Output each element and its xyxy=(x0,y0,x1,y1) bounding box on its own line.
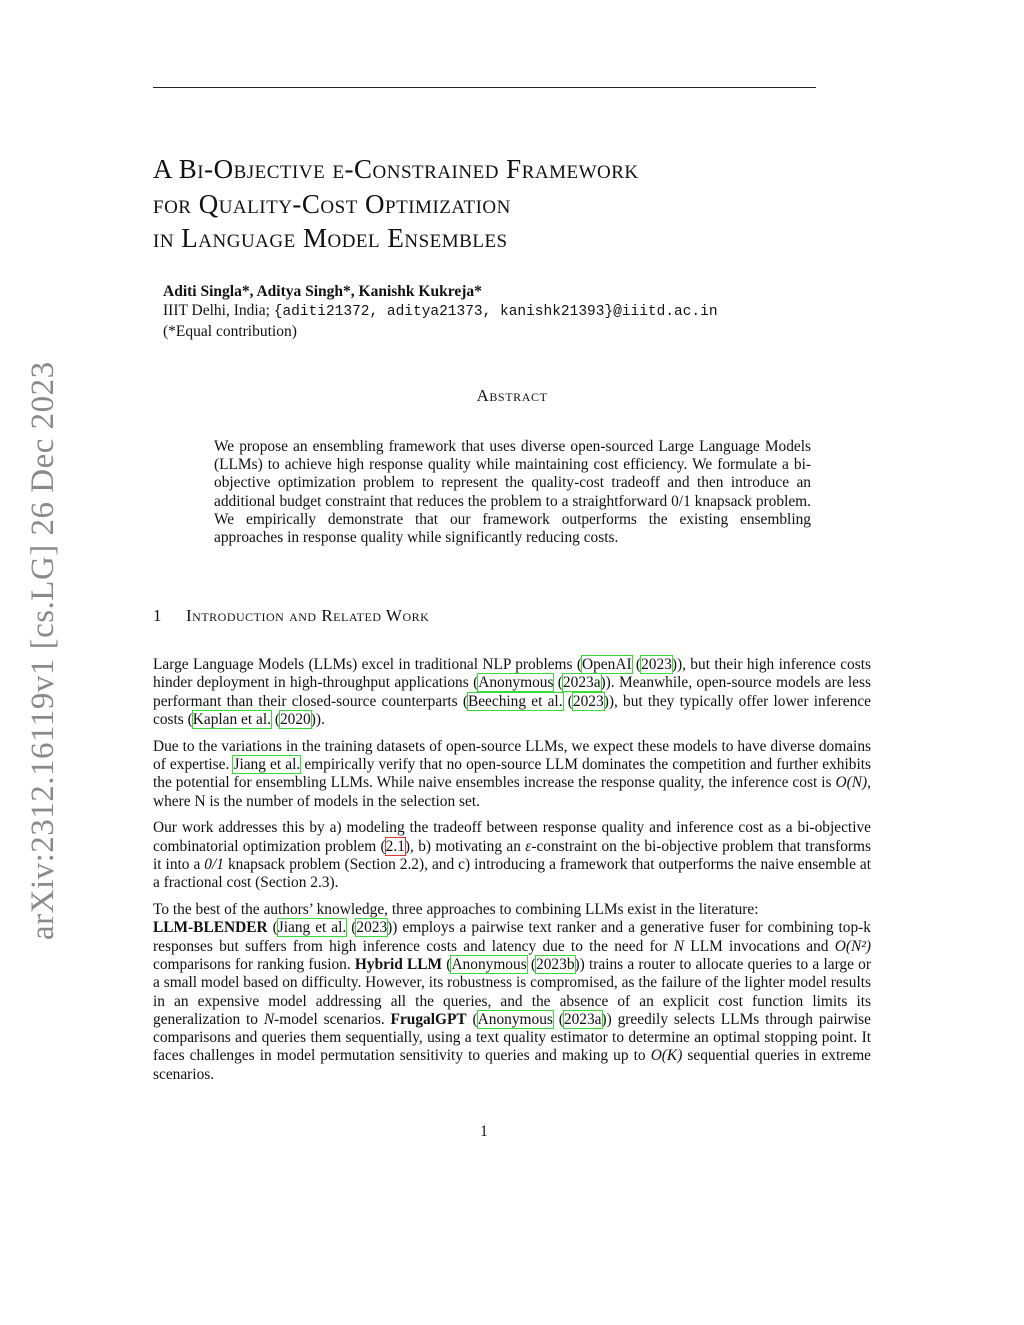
citation-year-link[interactable]: 2023a xyxy=(563,1010,602,1028)
author-emails: {aditi21372, aditya21373, kanishk21393}@iiitd.ac.in xyxy=(273,304,718,320)
citation-link[interactable]: Anonymous xyxy=(478,674,554,692)
method-name: FrugalGPT xyxy=(390,1010,467,1028)
paragraph-3: Our work addresses this by a) modeling the tradeoff between response quality and inference cost as a bi-objective combinatorial optimization problem (2.1), b) motivating an ε-constraint on the bi-objective problem that transforms it into a 0/1 knapsack problem (Section 2.2), and c) introducing a framework that outperforms the naive ensemble at a fractional cost (Section 2.3). xyxy=(153,819,871,892)
citation-link[interactable]: Anonymous xyxy=(451,955,527,973)
citation-link[interactable]: Anonymous xyxy=(477,1010,553,1028)
title-line-2: for Quality-Cost Optimization xyxy=(153,188,511,219)
equation-ref-link[interactable]: 2.1 xyxy=(385,837,405,855)
paragraph-2: Due to the variations in the training datasets of open-source LLMs, we expect these models to have diverse domains of expertise. Jiang et al. empirically verify that no open-source LLM dominates the competition and further exhibits the potential for ensembling LLMs. While naive ensembles increase the response quality, the inference cost is O(N), where N is the number of models in the selection set. xyxy=(153,737,871,810)
paragraph-1: Large Language Models (LLMs) excel in traditional NLP problems (OpenAI (2023)), but their high inference costs hinder deployment in high-throughput applications (Anonymous (2023a)). Meanwhile, open-source models are less performant than their closed-source counterparts (Beeching et al. (2023)), but they typically offer lower inference costs (Kaplan et al. (2020)). xyxy=(153,656,871,728)
abstract-heading: Abstract xyxy=(476,386,548,405)
citation-link[interactable]: Kaplan et al. xyxy=(192,710,271,728)
body-text xyxy=(153,656,871,1093)
method-name: Hybrid LLM xyxy=(354,955,443,973)
paper-title xyxy=(153,152,853,256)
author-names: Aditi Singla*, Aditya Singh*, Kanishk Kukreja* xyxy=(163,283,482,300)
math-expression: N xyxy=(673,937,685,955)
math-expression: ε xyxy=(525,837,532,855)
method-name: LLM-BLENDER xyxy=(153,919,268,937)
header-rule xyxy=(153,87,816,88)
citation-link[interactable]: OpenAI xyxy=(582,656,632,673)
page-number: 1 xyxy=(480,1123,488,1140)
citation-year-link[interactable]: 2020 xyxy=(279,710,311,728)
author-block xyxy=(163,282,718,341)
paragraph-4: To the best of the authors’ knowledge, three approaches to combining LLMs exist in the literature: LLM-BLENDER (Jiang et al. (2023)) employs a pairwise text ranker and a generative fuser for combining top-k responses but suffers from high inference costs and latency due to the need for N LLM invocations and O(N²) comparisons for ranking fusion. Hybrid LLM (Anonymous (2023b)) trains a router to allocate queries to a large or a small model based on difficulty. However, its robustness is compromised, as the failure of the lighter model results in an expensive model addressing all the queries, and the absence of an explicit cost function limits its generalization to N-model scenarios. FrugalGPT (Anonymous (2023a)) greedily selects LLMs through pairwise comparisons and queries them sequentially, using a text quality estimator to determine an optimal stopping point. It faces challenges in model permutation sensitivity to queries and making up to O(K) sequential queries in extreme scenarios. xyxy=(153,901,872,1083)
citation-link[interactable]: Jiang et al. xyxy=(277,919,347,937)
citation-link[interactable]: Jiang et al. xyxy=(233,755,301,773)
section-heading xyxy=(153,606,429,626)
arxiv-stamp: arXiv:2312.16119v1 [cs.LG] 26 Dec 2023 xyxy=(25,361,61,940)
math-expression: O(N²) xyxy=(834,937,872,955)
affiliation xyxy=(163,301,718,322)
title-line-1: A Bi-Objective ϵ-Constrained Framework xyxy=(153,154,639,184)
citation-year-link[interactable]: 2023 xyxy=(641,656,672,673)
equal-contribution-note: (*Equal contribution) xyxy=(163,323,297,340)
citation-link[interactable]: Beeching et al. xyxy=(467,692,563,710)
citation-year-link[interactable]: 2023a xyxy=(562,674,601,692)
math-expression: 0/1 xyxy=(204,855,224,873)
section-number: 1 xyxy=(153,606,162,625)
math-expression: O(N) xyxy=(835,774,868,792)
abstract-text: We propose an ensembling framework that uses diverse open-sourced Large Language Models (LLMs) to achieve high response quality while maintaining cost efficiency. We formulate a bi-objective optimization problem to represent the quality-cost tradeoff and then introduce an additional budget constraint that reduces the problem to a straightforward 0/1 knapsack problem. We empirically demonstrate that our framework outperforms the existing ensembling approaches in response quality while significantly reducing costs. xyxy=(214,438,811,547)
citation-year-link[interactable]: 2023 xyxy=(572,692,604,710)
citation-year-link[interactable]: 2023 xyxy=(356,919,388,937)
section-title: Introduction and Related Work xyxy=(186,606,430,625)
title-line-3: in Language Model Ensembles xyxy=(153,223,508,253)
math-expression: O(K) xyxy=(650,1047,683,1065)
citation-year-link[interactable]: 2023b xyxy=(536,955,575,973)
affiliation-text: IIIT Delhi, India; xyxy=(163,302,274,319)
math-expression: N xyxy=(263,1010,275,1028)
